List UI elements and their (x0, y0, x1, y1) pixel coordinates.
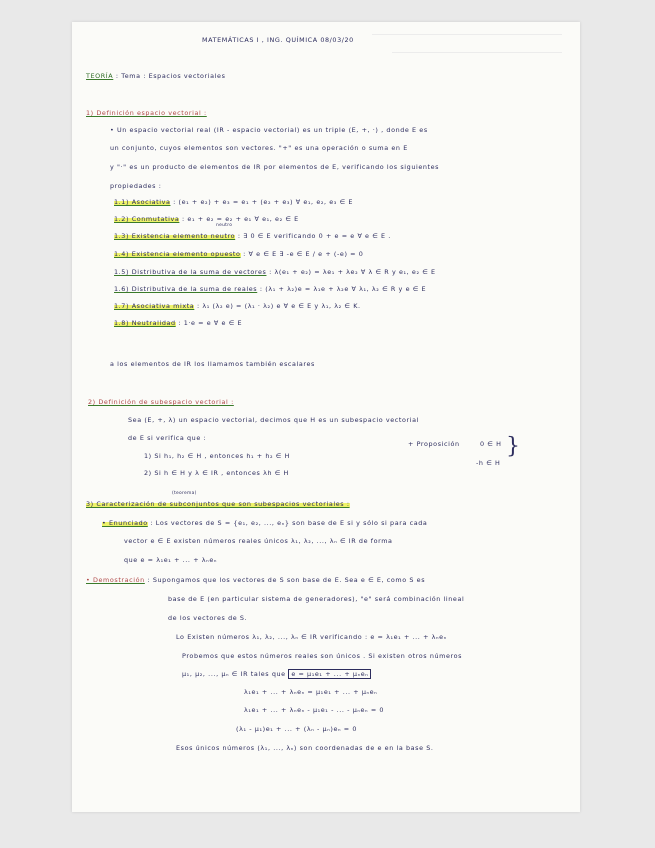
subspace-condition: 2) Si h ∈ H y λ ∈ IR , entonces λh ∈ H (144, 469, 289, 477)
section-1-footnote: a los elementos de IR los llamamos también escalares (110, 360, 315, 368)
section-1-intro-line: un conjunto, cuyos elementos son vectores. "+" es una operación o suma en E (110, 144, 408, 152)
section-1-intro-line: y "·" es un producto de elementos de IR por elementos de E, verificando los siguientes (110, 163, 440, 171)
demonstration-line: λ₁e₁ + ... + λₙeₙ - μ₁e₁ - ... - μₙeₙ = 0 (244, 706, 385, 714)
demonstration-line: de los vectores de S. (168, 614, 248, 622)
boxed-equation: e = μ₁e₁ + ... + μₙeₙ (288, 669, 371, 679)
theory-topic: : Tema : Espacios vectoriales (115, 72, 226, 80)
bleed-through-line (372, 34, 562, 35)
page-header: MATEMÁTICAS I , ING. QUÍMICA 08/03/20 (202, 36, 354, 44)
demonstration-line: (λ₁ - μ₁)e₁ + ... + (λₙ - μₙ)eₙ = 0 (236, 725, 358, 733)
section-2-intro-line: de E si verifica que : (128, 434, 207, 442)
demonstration-line: μ₁, μ₂, ..., μₙ ∈ IR tales que e = μ₁e₁ + ... + μₙeₙ (182, 670, 371, 678)
property-item: 1.6) Distributiva de la suma de reales : (λ₁ + λ₂)e = λ₁e + λ₂e ∀ λ₁, λ₂ ∈ R y e ∈ E (114, 285, 427, 293)
property-item: 1.4) Existencia elemento opuesto : ∀ e ∈ E ∃ -e ∈ E / e + (-e) = 0 (114, 250, 364, 258)
bleed-through-line (392, 52, 562, 53)
section-2-title: 2) Definición de subespacio vectorial : (88, 398, 234, 406)
section-1-title: 1) Definición espacio vectorial : (86, 109, 207, 117)
property-item: 1.7) Asociativa mixta : λ₁ (λ₂ e) = (λ₁ · λ₂) e ∀ e ∈ E y λ₁, λ₂ ∈ K. (114, 302, 361, 310)
proposition-line: -h ∈ H (476, 459, 501, 467)
demonstration-line: Lo Existen números λ₁, λ₂, ..., λₙ ∈ IR verificando : e = λ₁e₁ + ... + λₙeₙ (176, 633, 447, 641)
property-item: 1.5) Distributiva de la suma de vectores : λ(e₁ + e₂) = λe₁ + λe₂ ∀ λ ∈ R y e₁, e₂ ∈ E (114, 268, 436, 276)
notebook-page (72, 22, 580, 812)
right-brace-icon: } (506, 434, 520, 459)
theory-label: TEORÍA (86, 72, 114, 80)
enunciado-line: vector e ∈ E existen números reales únicos λ₁, λ₂, ..., λₙ ∈ IR de forma (124, 537, 393, 545)
theorem-note: (teorema) (172, 491, 197, 496)
demonstration-line: • Demostración : Supongamos que los vectores de S son base de E. Sea e ∈ E, como S es (86, 576, 426, 584)
demonstration-line: λ₁e₁ + ... + λₙeₙ = μ₁e₁ + ... + μₙeₙ (244, 688, 378, 696)
theory-heading (86, 72, 226, 80)
subspace-condition: 1) Si h₁, h₂ ∈ H , entonces h₁ + h₂ ∈ H (144, 452, 291, 460)
enunciado-line: que e = λ₁e₁ + ... + λₙeₙ (124, 556, 217, 564)
demonstration-line: Esos únicos números (λ₁, ..., λₙ) son coordenadas de e en la base S. (176, 744, 434, 752)
section-1-intro-line: propiedades : (110, 182, 162, 190)
property-item: 1.3) Existencia elemento neutro : ∃ 0 ∈ E verificando 0 + e = e ∀ e ∈ E . (114, 232, 391, 240)
property-item: 1.2) Conmutativa : e₁ + e₂ = e₂ + e₁ ∀ e₁, e₂ ∈ E (114, 215, 299, 223)
property-item: 1.8) Neutralidad : 1·e = e ∀ e ∈ E (114, 319, 243, 327)
enunciado-line: • Enunciado : Los vectores de S = {e₁, e₂, ..., eₙ} son base de E si y sólo si para cada (102, 519, 428, 527)
section-3-title: 3) Caracterización de subconjuntos que son subespacios vectoriales : (86, 500, 350, 508)
demonstration-line: base de E (en particular sistema de generadores), "e" será combinación lineal (168, 595, 465, 603)
property-annotation: neutro (216, 223, 233, 228)
section-1-intro-line: • Un espacio vectorial real (IR - espacio vectorial) es un triple (E, +, ·) , donde E es (110, 126, 428, 134)
section-2-intro-line: Sea (E, +, λ) un espacio vectorial, decimos que H es un subespacio vectorial (128, 416, 419, 424)
proposition-label: + Proposición (408, 440, 460, 448)
property-item: 1.1) Asociativa : (e₁ + e₂) + e₃ = e₁ + (e₂ + e₃) ∀ e₁, e₂, e₃ ∈ E (114, 198, 354, 206)
demonstration-line: Probemos que estos números reales son únicos . Si existen otros números (182, 652, 463, 660)
proposition-line: 0 ∈ H (480, 440, 502, 448)
